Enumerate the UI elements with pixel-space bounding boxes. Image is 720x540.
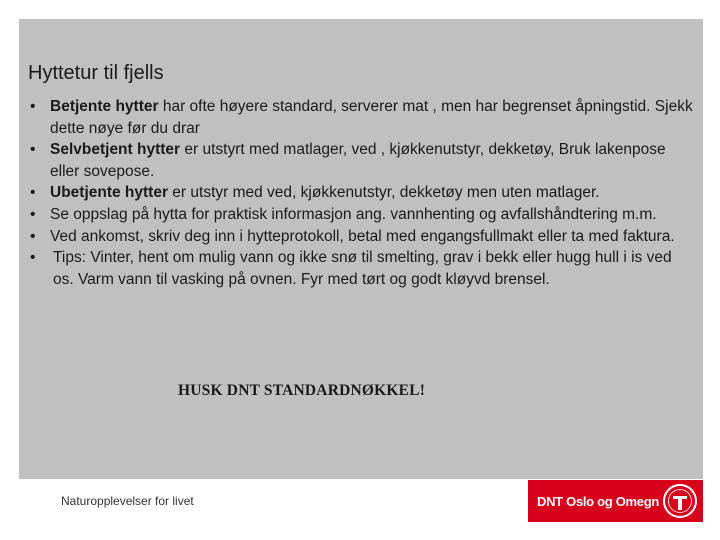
- bullet-marker: •: [30, 205, 36, 223]
- bullet-text: har ofte høyere standard, serverer mat , men har begrenset åpningstid. Sjekk dette nøye før du drar: [50, 98, 693, 137]
- bullet-item: [26, 247, 696, 290]
- bullet-text: Tips: Vinter, hent om mulig vann og ikke snø til smelting, grav i bekk eller hugg hull i is ved os. Varm vann til vasking på ovnen. Fyr med tørt og godt kløyvd brensel.: [53, 249, 672, 288]
- reminder-text: HUSK DNT STANDARDNØKKEL!: [178, 382, 426, 399]
- bullet-bold: Selvbetjent hytter: [50, 141, 181, 159]
- bullet-text: Ved ankomst, skriv deg inn i hytteprotokoll, betal med engangsfullmakt eller ta med faktura.: [50, 227, 675, 245]
- bullet-text: er utstyr med ved, kjøkkenutstyr, dekketøy men uten matlager.: [168, 184, 600, 202]
- bullet-marker: •: [30, 98, 36, 115]
- bullet-bold: Betjente hytter: [50, 98, 159, 115]
- bullet-text: Se oppslag på hytta for praktisk informasjon ang. vannhenting og avfallshåndtering m.m.: [50, 205, 657, 223]
- bullet-marker: •: [30, 184, 36, 202]
- footer-tagline: Naturopplevelser for livet: [61, 494, 194, 508]
- bullet-text: er utstyrt med matlager, ved , kjøkkenutstyr, dekketøy, Bruk lakenpose eller sovepose.: [50, 141, 666, 180]
- bullet-item: [26, 96, 696, 139]
- slide-title: Hyttetur til fjells: [28, 62, 164, 84]
- bullet-item: [26, 226, 696, 248]
- dnt-emblem-icon: [662, 483, 698, 519]
- bullet-marker: •: [30, 141, 36, 159]
- bullet-item: [26, 204, 696, 226]
- bullet-bold: Ubetjente hytter: [50, 184, 168, 202]
- bullet-marker: •: [30, 249, 36, 267]
- bullet-item: [26, 139, 696, 182]
- dnt-logo: [528, 480, 703, 522]
- bullet-item: [26, 182, 696, 204]
- logo-text: DNT Oslo og Omegn: [537, 493, 660, 509]
- bullet-marker: •: [30, 227, 36, 245]
- bullet-list: [26, 96, 696, 290]
